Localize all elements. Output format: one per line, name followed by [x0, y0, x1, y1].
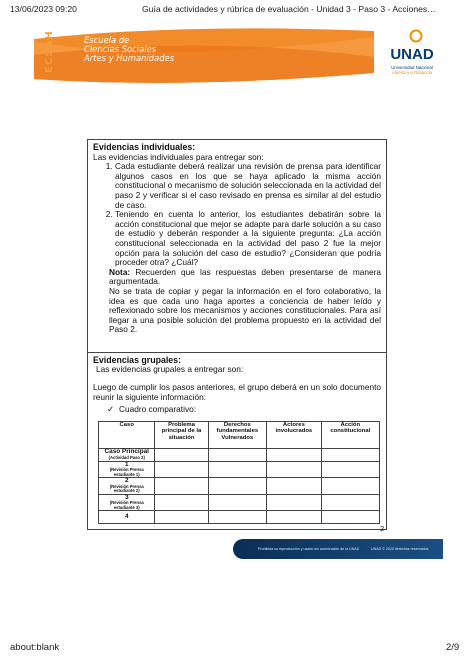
note-text: Recuerden que las respuestas deben presentarse de manera argumentada.	[109, 266, 381, 287]
browser-print-footer	[0, 642, 474, 658]
print-page-count: 2/9	[446, 642, 460, 653]
individual-evidence-list	[93, 162, 381, 268]
checklist-item	[93, 405, 381, 415]
table-cell	[208, 478, 267, 494]
unad-subtitle: Universidad Nacional	[391, 65, 433, 70]
school-name-line: Ciencias Sociales	[84, 44, 157, 55]
table-cell	[267, 448, 321, 461]
table-cell	[155, 461, 208, 477]
group-evidence-section	[88, 352, 386, 529]
checkmark-icon: ✓	[107, 404, 114, 415]
table-cell	[321, 448, 379, 461]
table-row	[99, 448, 380, 461]
table-header: Actores involucrados	[267, 421, 321, 448]
row-label-main: 1	[124, 460, 129, 468]
footer-bar	[233, 539, 443, 559]
table-header: Caso	[99, 421, 155, 448]
table-cell	[267, 478, 321, 494]
individual-evidence-intro: Las evidencias individuales para entregar son:	[93, 151, 264, 162]
table-header: Acción constitucional	[321, 421, 379, 448]
table-cell	[208, 448, 267, 461]
row-label	[99, 448, 155, 461]
note-label: Nota:	[109, 266, 131, 277]
table-cell	[267, 494, 321, 510]
table-cell	[321, 478, 379, 494]
table-cell	[155, 448, 208, 461]
table-cell	[155, 494, 208, 510]
row-label-sub: (Actividad Paso 2)	[108, 454, 145, 460]
row-label	[99, 494, 155, 510]
table-header-row	[99, 421, 380, 448]
table-cell	[321, 494, 379, 510]
note	[93, 268, 381, 287]
closing-paragraph: No se trata de copiar y pegar la información en el foro colaborativo, la idea es que cada uno haga aportes a conciencia de haber leído y reflexionado sobre los mecanismos y acciones constitucionales. Para así llegar a una posible solución del problema propuesto en la actividad del Paso 2.	[109, 285, 381, 335]
table-row	[99, 478, 380, 494]
table-cell	[208, 511, 267, 524]
school-acronym: ECSAH	[44, 30, 55, 73]
row-label-main: 4	[124, 513, 129, 521]
group-evidence-paragraph: Luego de cumplir los pasos anteriores, el grupo deberá en un solo documento reunir la siguiente información:	[93, 382, 381, 402]
individual-evidence-title: Evidencias individuales:	[93, 142, 196, 152]
row-label-main: 2	[124, 477, 129, 485]
school-name-line: Artes y Humanidades	[84, 53, 175, 64]
table-cell	[208, 461, 267, 477]
print-document-title: Guía de actividades y rúbrica de evaluación - Unidad 3 - Paso 3 - Acciones…	[142, 4, 436, 14]
table-cell	[321, 511, 379, 524]
footer-right-text: UNAD © 2020 derechos reservados	[371, 547, 429, 551]
row-label	[99, 478, 155, 494]
row-label-sub: (Revisión Prensa estudiante 3)	[109, 500, 144, 510]
unad-subtitle: Abierta y a Distancia	[391, 70, 433, 75]
unad-logo-icon	[388, 29, 436, 63]
row-label-sub: (Revisión Prensa estudiante 2)	[109, 483, 144, 494]
table-cell	[267, 461, 321, 477]
unad-logo	[384, 29, 440, 79]
footer-left-text: Prohibida su reproducción y usado sin autorización de la UNAD	[258, 547, 360, 551]
table-cell	[321, 461, 379, 477]
table-cell	[267, 511, 321, 524]
row-label	[99, 511, 155, 524]
header-banner	[34, 25, 442, 83]
list-item: 1. Cada estudiante deberá realizar una revisión de prensa para identificar algunos casos en los que se haya aplicado la misma acción constitucional o mecanismo de solución seleccionada en la actividad del paso 2 y verificar si el caso revisado en prensa es similar al del estudio de caso.	[115, 162, 381, 210]
table-cell	[155, 478, 208, 494]
row-label-main: 3	[124, 493, 129, 501]
table-row	[99, 461, 380, 477]
browser-print-header	[0, 0, 474, 16]
list-item: 2. Teniendo en cuenta lo anterior, los estudiantes debatirán sobre la acción constitucional que mejor se adapte para darle solución a su caso de estudio y deberán responder a la siguiente pregunta: ¿La acción constitucional seleccionada en la actividad del paso 2 fue la mejor opción para la solución del caso de estudio? ¿Consideran que podría proceder otra? ¿Cuál?	[115, 210, 381, 268]
print-url: about:blank	[10, 642, 60, 653]
checklist-label: Cuadro comparativo:	[119, 404, 197, 415]
table-header: Problema principal de la situación	[155, 421, 208, 448]
table-row	[99, 511, 380, 524]
group-evidence-intro: Las evidencias grupales a entregar son:	[96, 364, 244, 375]
group-evidence-title: Evidencias grupales:	[93, 354, 182, 365]
unad-logo-text: UNAD	[390, 46, 434, 63]
row-label	[99, 461, 155, 477]
row-label-main: Caso Principal	[104, 448, 149, 456]
comparison-table	[98, 421, 380, 524]
table-cell	[155, 511, 208, 524]
print-datetime: 13/06/2023 09:20	[10, 4, 77, 14]
evidence-box	[87, 139, 387, 530]
table-cell	[208, 494, 267, 510]
page-number: 2	[380, 524, 385, 533]
table-header: Derechos fundamentales Vulnerados	[208, 421, 267, 448]
individual-evidence-section	[88, 140, 386, 352]
table-row	[99, 494, 380, 510]
school-name	[84, 36, 174, 64]
row-label-sub: (Revisión Prensa estudiante 1)	[109, 467, 144, 477]
school-name-line: Escuela de	[84, 35, 130, 45]
